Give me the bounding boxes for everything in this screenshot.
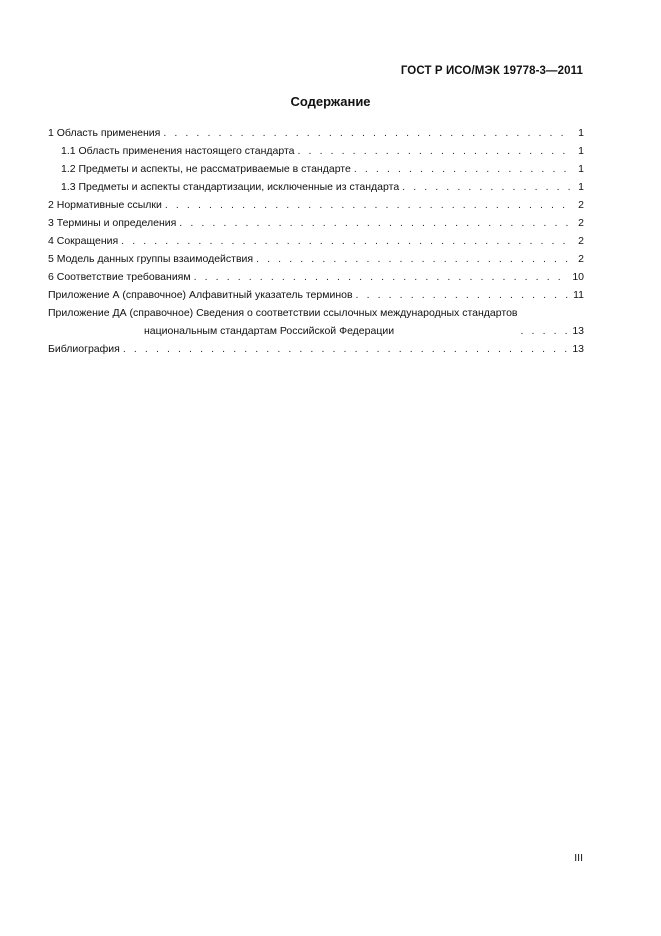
toc-entry-3[interactable] xyxy=(48,212,584,230)
toc-entry-label: Приложение А (справочное) Алфавитный указатель терминов xyxy=(48,289,353,301)
page-number: III xyxy=(574,852,583,864)
toc-entry-page: 2 xyxy=(578,235,584,247)
toc-leader-dots xyxy=(163,127,572,140)
toc-entry-label: 1.2 Предметы и аспекты, не рассматриваемые в стандарте xyxy=(61,163,351,175)
toc-entry-label: Библиография xyxy=(48,343,120,355)
table-of-contents xyxy=(48,122,584,356)
toc-entry-1-3[interactable] xyxy=(48,176,584,194)
toc-entry-label: 1.3 Предметы и аспекты стандартизации, исключенные из стандарта xyxy=(61,181,400,193)
toc-entry-page: 1 xyxy=(578,181,584,193)
toc-entry-label-block xyxy=(48,307,518,338)
toc-entry-page: 1 xyxy=(578,163,584,175)
toc-leader-dots xyxy=(165,199,572,212)
toc-entry-4[interactable] xyxy=(48,230,584,248)
toc-entry-appendix-da[interactable] xyxy=(48,302,584,338)
toc-entry-appendix-a[interactable] xyxy=(48,284,584,302)
toc-entry-page: 2 xyxy=(578,199,584,211)
toc-leader-dots xyxy=(121,235,572,248)
toc-entry-6[interactable] xyxy=(48,266,584,284)
toc-entry-1-2[interactable] xyxy=(48,158,584,176)
toc-entry-label: 4 Сокращения xyxy=(48,235,119,247)
toc-leader-dots xyxy=(298,145,573,158)
toc-leader-dots xyxy=(194,271,569,284)
toc-entry-1-1[interactable] xyxy=(48,140,584,158)
toc-title: Содержание xyxy=(290,94,371,109)
toc-leader-dots xyxy=(354,163,572,176)
toc-entry-page: 11 xyxy=(573,289,584,301)
toc-entry-label: Приложение ДА (справочное) Сведения о соответствии ссылочных международных стандартов xyxy=(48,307,518,319)
toc-entry-page: 10 xyxy=(572,271,584,283)
toc-leader-dots xyxy=(356,289,570,302)
toc-entry-1[interactable] xyxy=(48,122,584,140)
toc-entry-page: 1 xyxy=(578,145,584,157)
toc-entry-page: 13 xyxy=(572,325,584,337)
toc-entry-label: 6 Соответствие требованиям xyxy=(48,271,191,283)
toc-entry-page: 2 xyxy=(578,217,584,229)
toc-entry-label: 5 Модель данных группы взаимодействия xyxy=(48,253,254,265)
toc-entry-page: 2 xyxy=(578,253,584,265)
toc-entry-5[interactable] xyxy=(48,248,584,266)
toc-entry-label: 1 Область применения xyxy=(48,127,161,139)
toc-entry-2[interactable] xyxy=(48,194,584,212)
standard-code: ГОСТ Р ИСО/МЭК 19778-3—2011 xyxy=(400,65,583,77)
toc-entry-label: 2 Нормативные ссылки xyxy=(48,199,162,211)
toc-entry-label: 3 Термины и определения xyxy=(48,217,177,229)
toc-leader-dots xyxy=(123,343,568,356)
toc-entry-page: 1 xyxy=(578,127,584,139)
toc-entry-page: 13 xyxy=(572,343,584,355)
toc-entry-label: 1.1 Область применения настоящего стандарта xyxy=(61,145,295,157)
toc-leader-dots xyxy=(256,253,572,266)
toc-leader-dots xyxy=(402,181,572,194)
toc-leader-dots xyxy=(179,217,572,230)
toc-entry-label-continuation: национальным стандартам Российской Федерации xyxy=(144,325,395,337)
toc-entry-bibliography[interactable] xyxy=(48,338,584,356)
toc-leader-dots xyxy=(521,325,569,338)
